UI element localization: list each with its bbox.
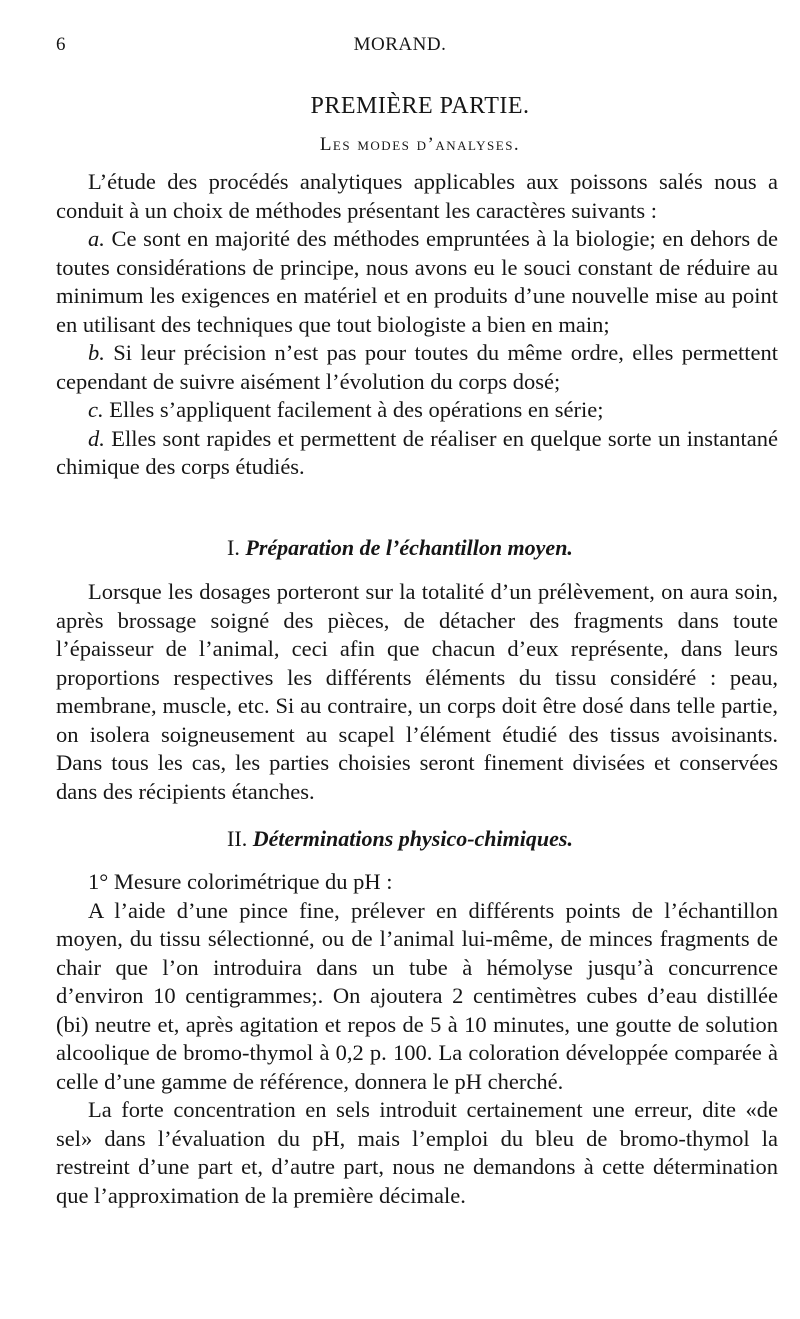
part-title: PREMIÈRE PARTIE.	[310, 93, 530, 119]
section2-block	[56, 868, 778, 1210]
section1-block	[56, 578, 778, 806]
section-title: Préparation de l’échantillon moyen.	[245, 535, 573, 560]
section-numeral: II.	[227, 826, 248, 851]
section1-paragraph: Lorsque les dosages porteront sur la totalité d’un prélèvement, on aura soin, après brossage soigné des pièces, de détacher des fragments dans toute l’épaisseur de l’animal, ceci afin que chacun d’eux représente, dans leurs proportions respectives les différents éléments du tissu considéré : peau, membrane, muscle, etc. Si au contraire, un corps doit être dosé dans telle partie, on isolera soigneusement au scapel l’élément étudié des tissus avoisinants. Dans tous les cas, les parties choisies seront finement divisées et conservées dans des récipients étanches.	[56, 579, 778, 804]
list-item-b	[56, 339, 778, 396]
intro-paragraph: L’étude des procédés analytiques applicables aux poissons salés nous a conduit à un choix de méthodes présentant les caractères suivants :	[56, 169, 778, 223]
list-item-c	[56, 396, 778, 425]
running-title: MORAND.	[353, 34, 447, 55]
list-item-text: Elles sont rapides et permettent de réaliser en quelque sorte un instantané chimique des corps étudiés.	[56, 425, 778, 479]
section-heading-1	[0, 535, 800, 561]
list-item-d	[56, 425, 778, 482]
list-marker: a.	[88, 226, 105, 251]
section2-paragraph-2: La forte concentration en sels introduit certainement une erreur, dite «de sel» dans l’évaluation du pH, mais l’emploi du bleu de bromo-thymol la restreint d’une part et, d’autre part, nous ne demandons à cette détermination que l’approximation de la première décimale.	[56, 1097, 778, 1208]
section-title: Déterminations physico-chimiques.	[252, 826, 573, 851]
list-item-a	[56, 225, 778, 339]
list-item-text: Si leur précision n’est pas pour toutes du même ordre, elles permettent cependant de suivre aisément l’évolution du corps dosé;	[56, 340, 778, 394]
list-marker: d.	[88, 425, 105, 451]
section2-paragraph-1: A l’aide d’une pince fine, prélever en différents points de l’échantillon moyen, du tissu sélectionné, ou de l’animal lui-même, de minces fragments de chair que l’on introduira dans un tube à hémolyse jusqu’à concurrence d’environ 10 centigrammes;. On ajoutera 2 centimètres cubes d’eau distillée (bi) neutre et, après agitation et repos de 5 à 10 minutes, une goutte de solution alcoolique de bromo-thymol à 0,2 p. 100. La coloration développée comparée à celle d’une gamme de référence, donnera le pH cherché.	[56, 897, 778, 1094]
subheading: 1° Mesure colorimétrique du pH :	[88, 869, 393, 894]
section-heading-2	[0, 826, 800, 852]
list-item-text: Ce sont en majorité des méthodes empruntées à la biologie; en dehors de toutes considérations de principe, nous avons eu le souci constant de réduire au minimum les exigences en matériel et en produits d’une nouvelle mise au point en utilisant des techniques que tout biologiste a bien en main;	[56, 226, 778, 337]
list-marker: c.	[88, 397, 104, 422]
list-marker: b.	[88, 340, 105, 365]
intro-block	[56, 168, 778, 482]
list-item-text: Elles s’appliquent facilement à des opérations en série;	[103, 397, 604, 422]
part-subtitle: Les modes d’analyses.	[319, 134, 521, 155]
section-numeral: I.	[227, 535, 240, 560]
page-number: 6	[56, 34, 66, 55]
